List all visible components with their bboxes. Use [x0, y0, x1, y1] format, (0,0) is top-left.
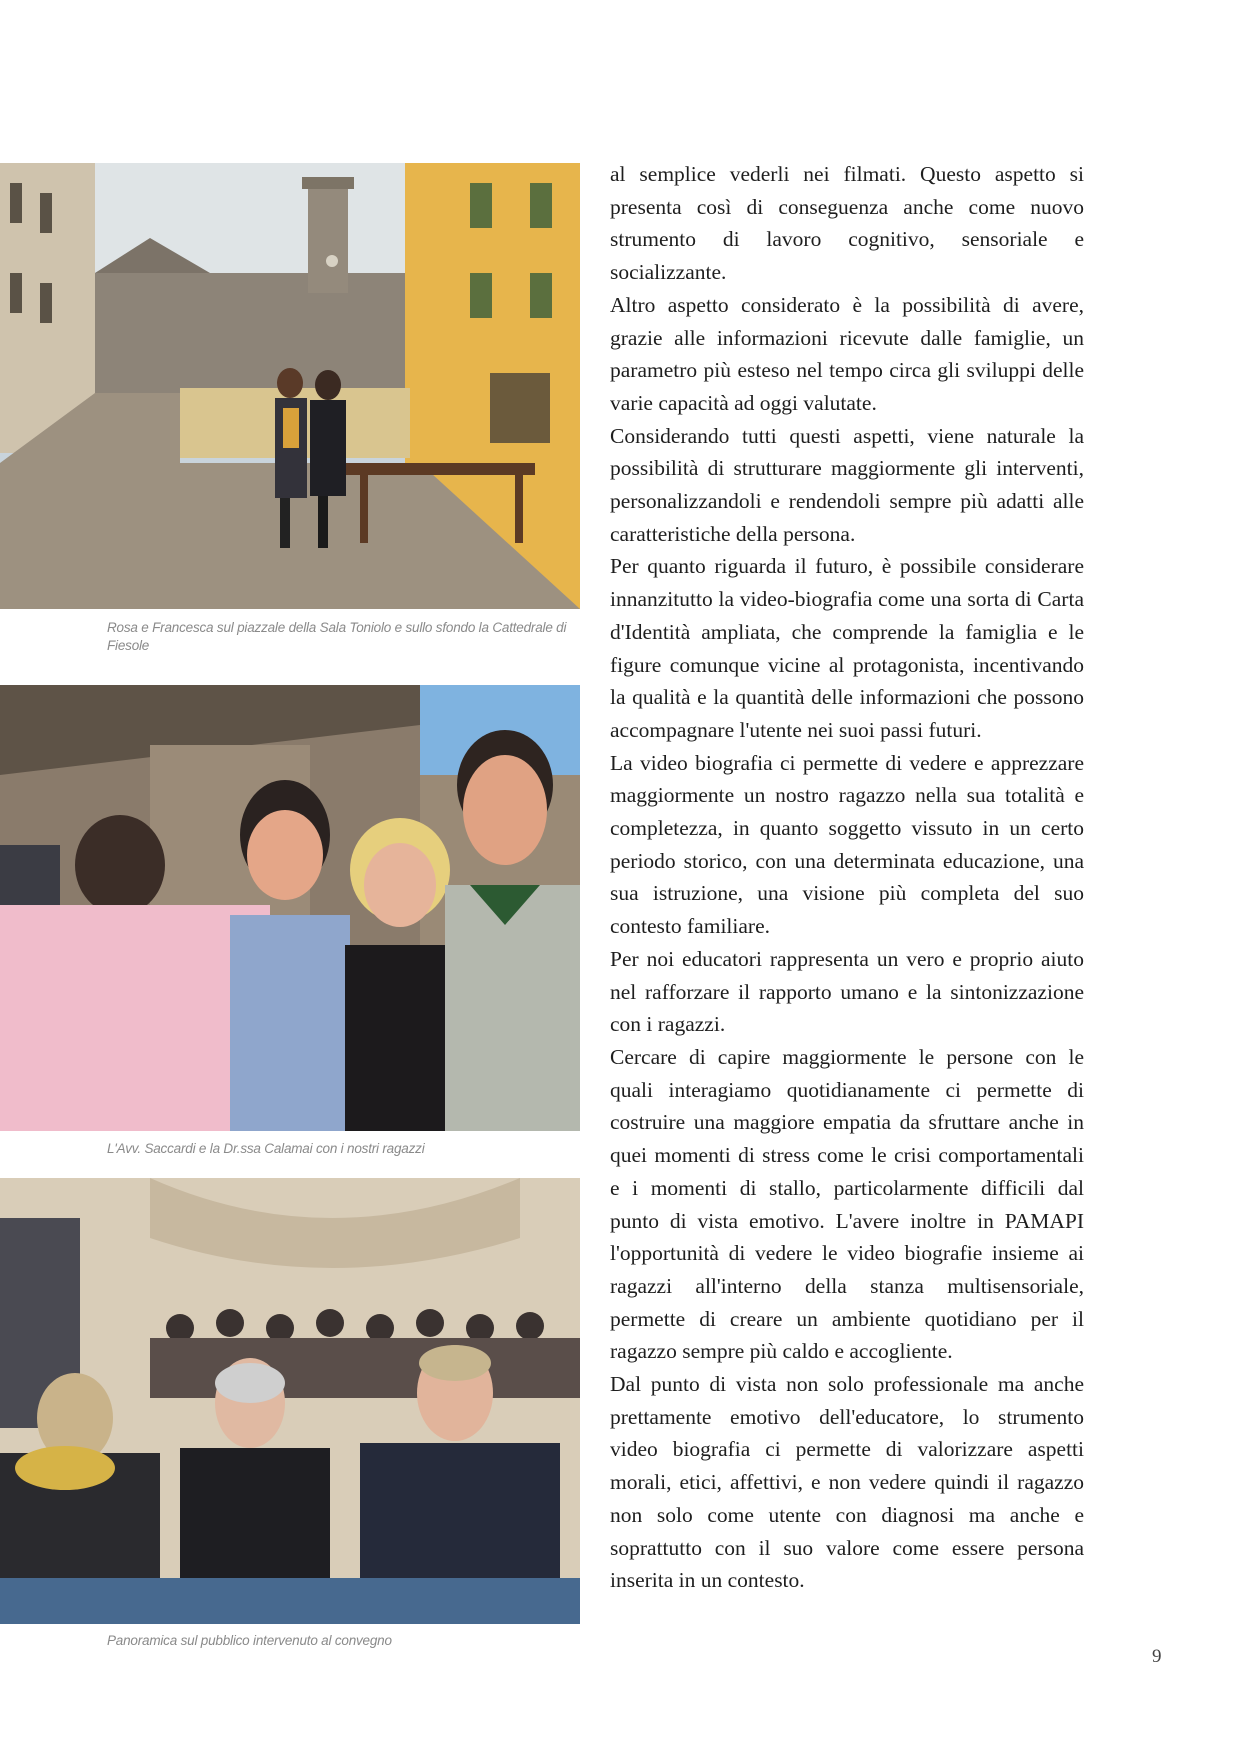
- caption-photo-2: L'Avv. Saccardi e la Dr.ssa Calamai con i nostri ragazzi: [107, 1141, 425, 1156]
- paragraph: Per noi educatori rappresenta un vero e proprio aiuto nel rafforzare il rapporto umano e la sintonizzazione con i ragazzi.: [610, 946, 1084, 1037]
- paragraph: al semplice vederli nei filmati. Questo aspetto si presenta così di conseguenza anche come nuovo strumento di lavoro cognitivo, sensoriale e socializzante.: [610, 162, 1084, 285]
- paragraph: Per quanto riguarda il futuro, è possibile considerare innanzitutto la video-biografia come una sorta di Carta d'Identità ampliata, che comprende la famiglia e le figure comunque vicine al protagonista, incentivando la qualità e la quantità delle informazioni che possono accompagnare l'utente nei suoi passi futuri.: [610, 554, 1084, 742]
- caption-photo-3: Panoramica sul pubblico intervenuto al convegno: [107, 1633, 392, 1648]
- paragraph: Dal punto di vista non solo professionale ma anche prettamente emotivo dell'educatore, lo strumento video biografia ci permette di valorizzare aspetti morali, etici, affettivi, e non vedere quindi il ragazzo non solo come utente con diagnosi ma anche e soprattutto con il suo valore come essere persona inserita in un contesto.: [610, 1372, 1084, 1593]
- page-number: 9: [1152, 1646, 1162, 1667]
- photo-piazza-cathedral: [0, 163, 580, 609]
- caption-photo-1: Rosa e Francesca sul piazzale della Sala Toniolo e sullo sfondo la Cattedrale di Fiesole: [107, 620, 567, 653]
- paragraph: Cercare di capire maggiormente le persone con le quali interagiamo quotidianamente ci permette di costruire una maggiore empatia da sfruttare anche in quei momenti di stress come le crisi comportamentali e i momenti di stallo, particolarmente difficili dal punto di vista emotivo. L'avere inoltre in PAMAPI l'opportunità di vedere le video biografie insieme ai ragazzi all'interno della stanza multisensoriale, permette di creare un ambiente quotidiano per il ragazzo sempre più caldo e accogliente.: [610, 1044, 1084, 1364]
- body-text-column: [610, 158, 1084, 1597]
- photo-group-portrait: [0, 685, 580, 1131]
- photo-conference-audience: [0, 1178, 580, 1624]
- paragraph: Altro aspetto considerato è la possibilità di avere, grazie alle informazioni ricevute dalle famiglie, un parametro più esteso nel tempo circa gli sviluppi delle varie capacità ad oggi valutate.: [610, 292, 1084, 415]
- paragraph: La video biografia ci permette di vedere e apprezzare maggiormente un nostro ragazzo nella sua totalità e completezza, in quanto soggetto vissuto in un certo periodo storico, con una determinata educazione, una sua istruzione, una visione più completa del suo contesto familiare.: [610, 750, 1084, 939]
- paragraph: Considerando tutti questi aspetti, viene naturale la possibilità di strutturare maggiormente gli interventi, personalizzandoli e rendendoli sempre più adatti alle caratteristiche della persona.: [610, 423, 1084, 546]
